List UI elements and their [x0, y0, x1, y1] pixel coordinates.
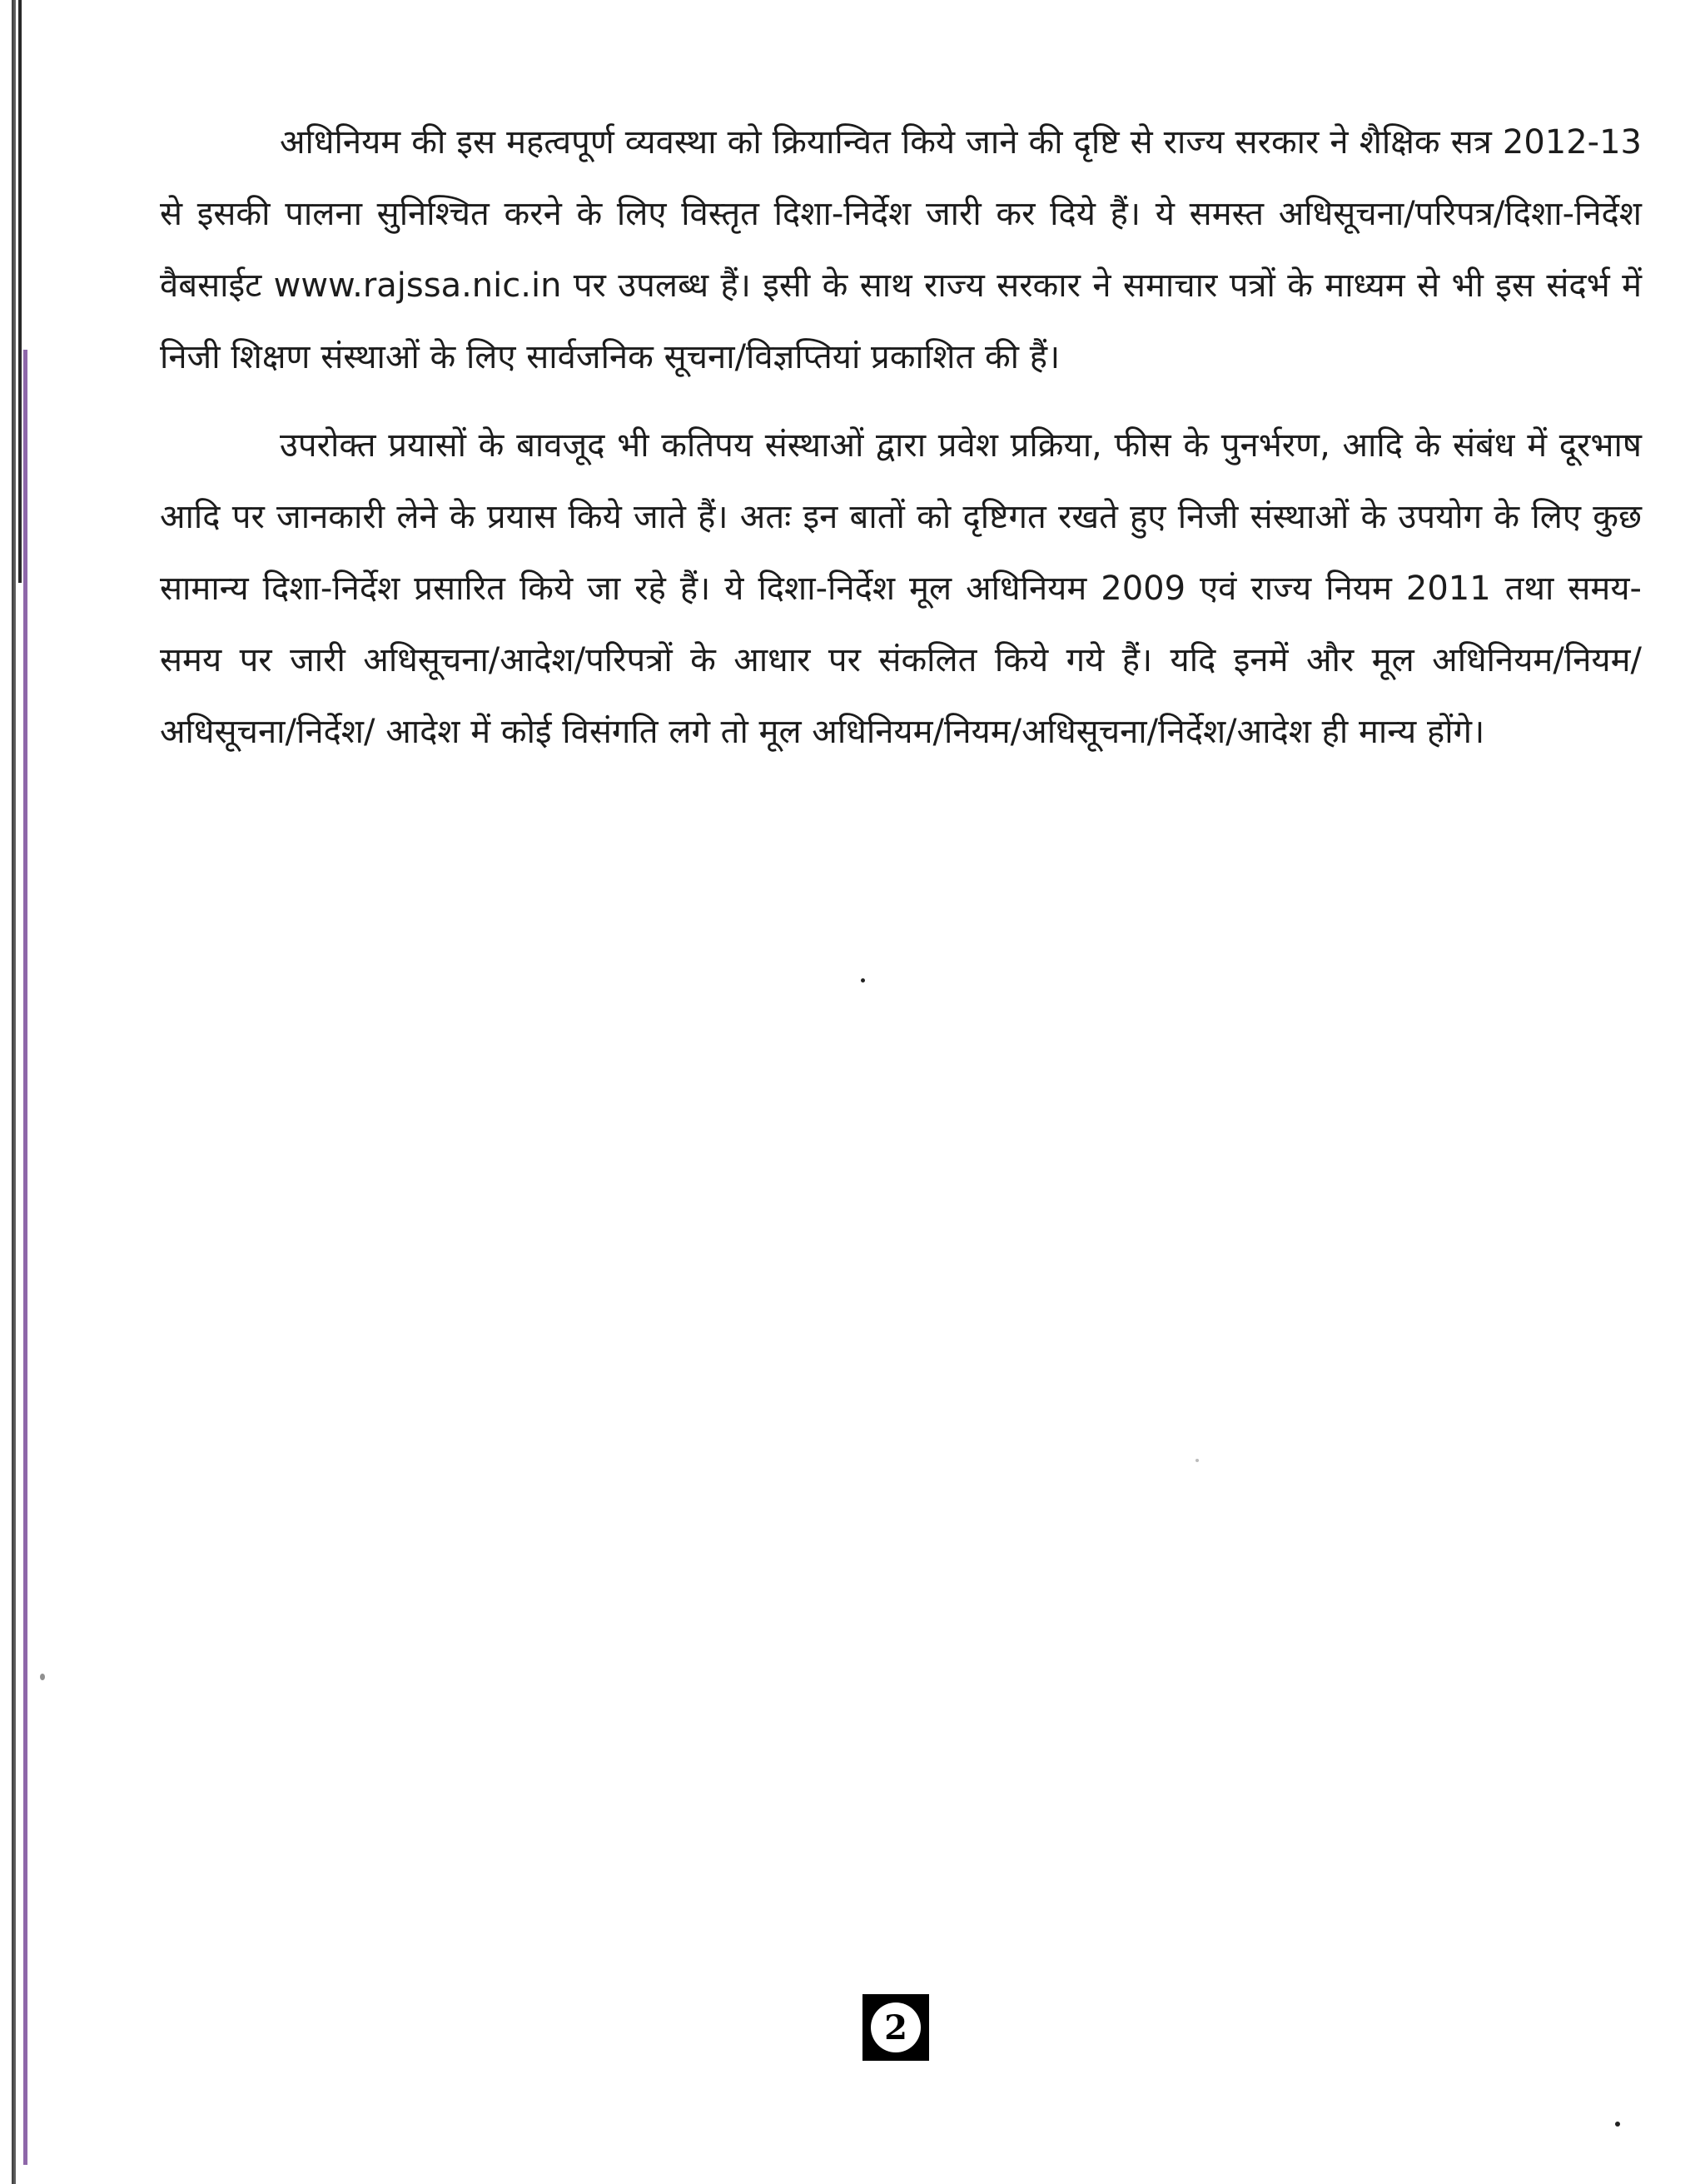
scan-speck — [1195, 1459, 1199, 1462]
page-number-badge — [862, 1994, 929, 2061]
document-body — [160, 107, 1642, 784]
page-number: 2 — [871, 2002, 921, 2052]
scan-left-edge-line — [12, 0, 16, 2184]
scan-speck — [1615, 2122, 1620, 2127]
scan-left-edge-shadow — [18, 0, 22, 583]
paragraph-implementation-guidelines: अधिनियम की इस महत्वपूर्ण व्यवस्था को क्रियान्वित किये जाने की दृष्टि से राज्य सरकार ने शैक्षिक सत्र 2012-13 से इसकी पालना सुनिश्चित करने के लिए विस्तृत दिशा-निर्देश जारी कर दिये हैं। ये समस्त अधिसूचना/परिपत्र/दिशा-निर्देश वैबसाईट www.rajssa.nic.in पर उपलब्ध हैं। इसी के साथ राज्य सरकार ने समाचार पत्रों के माध्यम से भी इस संदर्भ में निजी शिक्षण संस्थाओं के लिए सार्वजनिक सूचना/विज्ञप्तियां प्रकाशित की हैं। — [160, 123, 1642, 376]
scan-speck — [861, 978, 865, 983]
scan-left-binding-line — [23, 350, 27, 2165]
scan-speck — [40, 1674, 45, 1680]
paragraph-general-instructions: उपरोक्त प्रयासों के बावजूद भी कतिपय संस्थाओं द्वारा प्रवेश प्रक्रिया, फीस के पुनर्भरण, आदि के संबंध में दूरभाष आदि पर जानकारी लेने के प्रयास किये जाते हैं। अतः इन बातों को दृष्टिगत रखते हुए निजी संस्थाओं के उपयोग के लिए कुछ सामान्य दिशा-निर्देश प्रसारित किये जा रहे हैं। ये दिशा-निर्देश मूल अधिनियम 2009 एवं राज्य नियम 2011 तथा समय-समय पर जारी अधिसूचना/आदेश/परिपत्रों के आधार पर संकलित किये गये हैं। यदि इनमें और मूल अधिनियम/नियम/अधिसूचना/निर्देश/ आदेश में कोई विसंगति लगे तो मूल अधिनियम/नियम/अधिसूचना/निर्देश/आदेश ही मान्य होंगे। — [160, 426, 1642, 751]
